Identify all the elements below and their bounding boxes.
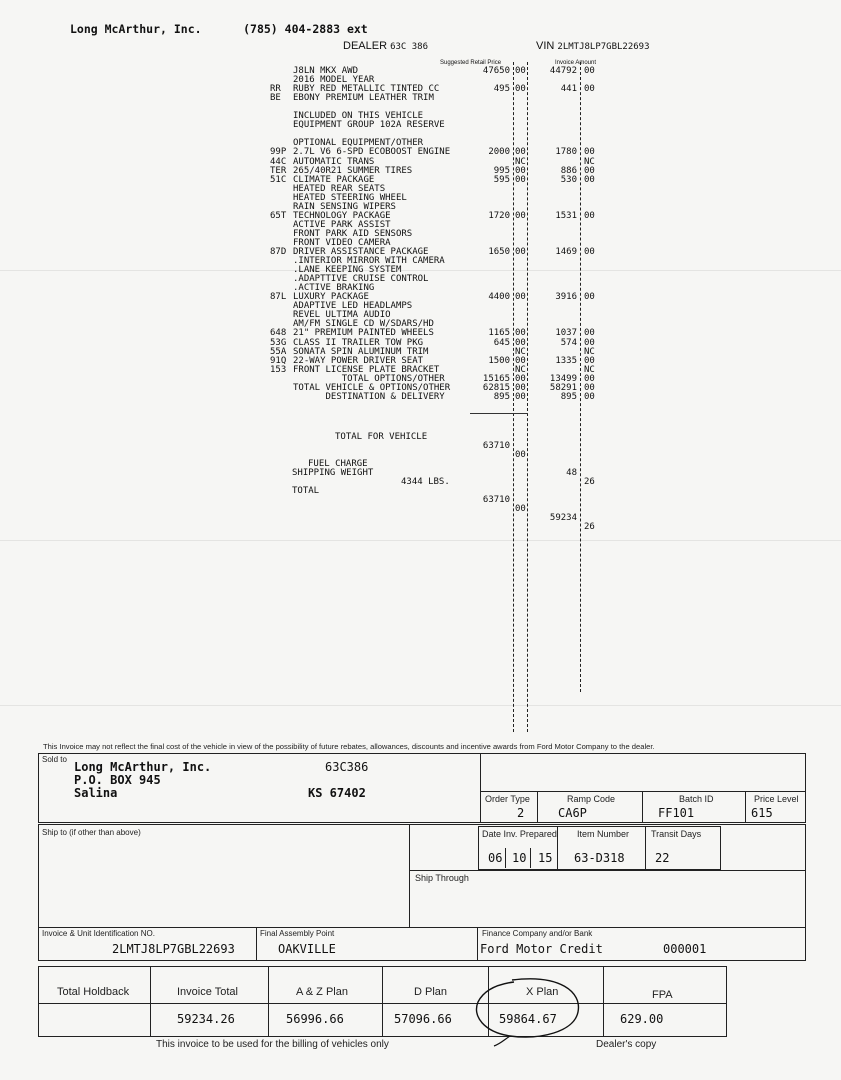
grand-total-invoice-cents: 26 [584,522,595,532]
line-item-code: 55A [270,346,287,357]
paper-fold [0,705,841,706]
date-prepared-label: Date Inv. Prepared [482,829,557,839]
line-item-code: 51C [270,174,287,185]
line-item-description: EQUIPMENT GROUP 102A RESERVE [293,120,445,131]
sold-to-dealer: 63C386 [325,760,369,774]
line-item-msrp: 1500 [488,355,510,366]
line-item-invoice: 3916 [555,292,577,303]
total-for-vehicle-row [270,424,600,460]
line-item-description: .INTERIOR MIRROR WITH CAMERA [293,256,445,267]
line-item-code: 648 [270,328,287,339]
ship-through-label: Ship Through [415,873,469,883]
line-item-description: AM/FM SINGLE CD W/SDARS/HD [293,319,434,330]
ship-to-label: Ship to (if other than above) [42,828,141,837]
line-item-description: AUTOMATIC TRANS [293,156,375,167]
plans-col-divider [382,966,383,1037]
line-item-invoice-cents: 00 [584,247,595,257]
vin-line [536,40,650,52]
line-item-description: RUBY RED METALLIC TINTED CC [293,84,440,95]
line-item-invoice: 441 [560,84,577,95]
x-plan-label: X Plan [526,986,559,998]
total-for-vehicle-cents: 00 [515,450,526,460]
line-item-msrp-cents: 00 [515,391,526,402]
line-item-msrp-cents: NC [515,346,526,357]
dealers-copy-label: Dealer's copy [596,1039,657,1050]
line-item-description: 22-WAY POWER DRIVER SEAT [293,355,424,366]
order-type-value: 2 [517,806,525,820]
grand-total-msrp: 63710 [482,495,510,505]
billing-note: This invoice to be used for the billing of vehicles only [156,1039,389,1050]
disclaimer: This Invoice may not reflect the final cost of the vehicle in view of the possibility of future rebates, allowances, discounts and incentive awards from Ford Motor Company to the dealer. [43,742,655,751]
fpa-label: FPA [652,989,673,1001]
line-item-description: EBONY PREMIUM LEATHER TRIM [293,93,434,104]
plans-col-divider [603,966,604,1037]
line-item-msrp-cents: 00 [515,165,526,176]
sold-to-right-panel [480,753,806,791]
line-item-code: 99P [270,147,287,158]
plans-col-divider [150,966,151,1037]
line-item-msrp: 1720 [488,210,510,221]
line-item-invoice-cents: 00 [584,328,595,339]
line-item-description: TECHNOLOGY PACKAGE [293,210,391,221]
line-item-invoice: 886 [560,165,577,176]
assembly-point-label: Final Assembly Point [260,929,335,938]
finance-company-label: Finance Company and/or Bank [482,929,593,938]
line-item-code: 87L [270,292,287,303]
line-item-msrp-cents: 00 [515,210,526,221]
total-for-vehicle-label: TOTAL FOR VEHICLE [335,432,428,442]
az-plan-value: 56996.66 [286,1012,344,1026]
date-year: 15 [538,851,553,865]
line-item-msrp-cents: 00 [515,174,526,185]
phone-number: (785) 404-2883 ext [243,22,368,36]
line-item-description: DESTINATION & DELIVERY [293,391,445,402]
sold-to-name: Long McArthur, Inc. [74,760,212,774]
date-month: 06 [488,851,503,865]
line-item-description: HEATED STEERING WHEEL [293,192,407,203]
line-item-invoice-cents: 00 [584,66,595,76]
line-item-description: REVEL ULTIMA AUDIO [293,310,391,321]
line-item-invoice: 44792 [549,66,577,76]
msrp-column-header: Suggested Retail Price [440,60,502,66]
line-item-invoice-cents: 00 [584,382,595,393]
price-level-value: 615 [751,806,773,820]
line-item-invoice: 530 [560,174,577,185]
line-item-msrp-cents: 00 [515,373,526,384]
fpa-value: 629.00 [620,1012,664,1026]
line-item-msrp-cents: 00 [515,66,526,76]
line-item-invoice: 895 [560,391,577,402]
invoice-id-label: Invoice & Unit Identification NO. [42,929,155,938]
sold-to-state-zip: KS 67402 [308,786,366,800]
line-item-code: 53G [270,337,287,348]
line-item-invoice-cents: 00 [584,165,595,176]
item-number-value: 63-D318 [574,851,625,865]
line-item-msrp-cents: 00 [515,355,526,366]
line-item-invoice-cents: 00 [584,147,595,158]
line-item-invoice-cents: 00 [584,337,595,348]
line-item-code: 87D [270,247,287,257]
ramp-code-label: Ramp Code [567,794,616,804]
line-item-msrp-cents: 00 [515,382,526,393]
order-type-label: Order Type [485,794,530,804]
line-item-code: BE [270,93,281,104]
line-item-description: DRIVER ASSISTANCE PACKAGE [293,247,429,257]
line-item-msrp-cents: NC [515,364,526,375]
totals-rule [470,413,528,414]
line-item-description: 265/40R21 SUMMER TIRES [293,165,413,176]
line-item-description: ADAPTIVE LED HEADLAMPS [293,301,413,312]
line-item-invoice: 13499 [549,373,577,384]
line-item-code: 153 [270,364,287,375]
line-item-invoice: 1335 [555,355,577,366]
line-item-invoice: 1531 [555,210,577,221]
line-item-description: 2016 MODEL YEAR [293,75,375,86]
assembly-point-value: OAKVILLE [278,942,336,956]
company-name: Long McArthur, Inc. [70,22,202,36]
invoice-total-value: 59234.26 [177,1012,235,1026]
line-item-code: TER [270,165,287,176]
line-item-description: CLIMATE PACKAGE [293,174,375,185]
paper-fold [0,540,841,541]
invoice-column-header: Invoice Amount [555,60,597,66]
line-item-msrp: 4400 [488,292,510,303]
item-number-label: Item Number [577,829,630,839]
az-plan-label: A & Z Plan [296,986,348,998]
line-item-msrp: 62815 [482,382,510,393]
line-item-description: SONATA SPIN ALUMINUM TRIM [293,346,429,357]
grand-total-invoice: 59234 [549,513,577,523]
ramp-code-value: CA6P [558,806,587,820]
shipping-weight-label: SHIPPING WEIGHT [292,468,374,478]
dealer-code: 63C 386 [390,42,429,52]
shipping-weight-value: 4344 LBS. [401,477,450,487]
line-item-description: .ADAPTTIVE CRUISE CONTROL [293,274,429,285]
total-for-vehicle-amount: 63710 [482,441,510,451]
line-item-invoice: 1037 [555,328,577,339]
x-plan-value: 59864.67 [499,1012,557,1026]
line-item-msrp: 15165 [482,373,510,384]
line-item-description: FRONT VIDEO CAMERA [293,237,391,248]
line-item-code: 44C [270,156,287,167]
line-item-description: 21" PREMIUM PAINTED WHEELS [293,328,434,339]
line-item-invoice-cents: 00 [584,84,595,95]
line-item-msrp-cents: 00 [515,328,526,339]
line-item-description: .LANE KEEPING SYSTEM [293,265,402,276]
line-item-msrp-cents: 00 [515,147,526,158]
line-item-description: FRONT PARK AID SENSORS [293,228,413,239]
fuel-charge-amount: 48 [566,468,577,478]
vin-label: VIN [536,40,555,52]
line-item-msrp-cents: 00 [515,337,526,348]
line-item-description: 2.7L V6 6-SPD ECOBOOST ENGINE [293,147,451,158]
line-item-invoice-cents: 00 [584,174,595,185]
line-item-description: INCLUDED ON THIS VEHICLE [293,111,424,122]
line-item-description: RAIN SENSING WIPERS [293,201,396,212]
line-item-msrp: 1650 [488,247,510,257]
line-item-description: LUXURY PACKAGE [293,292,369,303]
line-item-msrp-cents: 00 [515,247,526,257]
line-item-row [270,94,600,103]
line-item-description: OPTIONAL EQUIPMENT/OTHER [293,138,424,149]
holdback-label: Total Holdback [57,986,130,998]
invoice-id-value: 2LMTJ8LP7GBL22693 [112,942,235,956]
plans-col-divider [268,966,269,1037]
line-item-msrp: 1165 [488,328,510,339]
line-item-code: RR [270,84,281,95]
line-item-msrp-cents: 00 [515,292,526,303]
line-item-invoice-cents: 00 [584,210,595,221]
sold-to-address: P.O. BOX 945 [74,773,161,787]
line-item-description: ACTIVE PARK ASSIST [293,219,391,230]
transit-days-label: Transit Days [651,829,702,839]
line-item-description: .ACTIVE BRAKING [293,283,375,294]
price-level-label: Price Level [754,794,799,804]
grand-total-label: TOTAL [292,486,320,496]
dealer-label: DEALER [343,40,388,52]
line-item-description: TOTAL VEHICLE & OPTIONS/OTHER [293,382,451,393]
line-item-invoice-cents: 00 [584,373,595,384]
line-item-msrp: 995 [493,165,510,176]
line-item-msrp: 2000 [488,147,510,158]
vin-number: 2LMTJ8LP7GBL22693 [557,42,650,52]
finance-company-number: 000001 [663,942,707,956]
batch-id-label: Batch ID [679,794,714,804]
fuel-charge-label: FUEL CHARGE [308,459,368,469]
line-item-msrp: 645 [493,337,510,348]
line-item-invoice-cents: 00 [584,391,595,402]
line-item-code: 65T [270,210,287,221]
line-item-description: HEATED REAR SEATS [293,183,386,194]
line-item-description: CLASS II TRAILER TOW PKG [293,337,424,348]
d-plan-label: D Plan [414,986,448,998]
d-plan-value: 57096.66 [394,1012,452,1026]
line-item-invoice-cents: NC [584,346,595,357]
line-item-row [270,393,600,402]
line-item-code: 91Q [270,355,287,366]
line-item-msrp: 47650 [482,66,510,76]
line-item-row [270,121,600,130]
line-item-invoice-cents: 00 [584,355,595,366]
line-item-msrp: 595 [493,174,510,185]
sold-to-label: Sold to [42,755,67,764]
grand-total-row [270,478,600,532]
line-item-msrp-cents: NC [515,156,526,167]
line-item-description: J8LN MKX AWD [293,66,359,76]
date-day: 10 [512,851,527,865]
grand-total-msrp-cents: 00 [515,504,526,514]
line-item-msrp: 895 [493,391,510,402]
line-item-invoice-cents: 00 [584,292,595,303]
line-item-invoice: 58291 [549,382,577,393]
fuel-charge-cents: 26 [584,477,595,487]
finance-company-value: Ford Motor Credit [480,942,603,956]
sold-to-city: Salina [74,786,118,800]
line-item-invoice: 1780 [555,147,577,158]
line-item-description: TOTAL OPTIONS/OTHER [293,373,445,384]
line-item-invoice-cents: NC [584,156,595,167]
line-item-invoice-cents: NC [584,364,595,375]
line-item-description: FRONT LICENSE PLATE BRACKET [293,364,440,375]
line-item-invoice: 1469 [555,247,577,257]
dealer-code-line [343,40,428,52]
dealer-header [70,22,368,36]
batch-id-value: FF101 [658,806,695,820]
transit-days-value: 22 [655,851,670,865]
line-item-msrp-cents: 00 [515,84,526,95]
line-item-msrp: 495 [493,84,510,95]
handwritten-circle-mark [470,972,590,1048]
line-item-invoice: 574 [560,337,577,348]
invoice-total-label: Invoice Total [177,986,238,998]
